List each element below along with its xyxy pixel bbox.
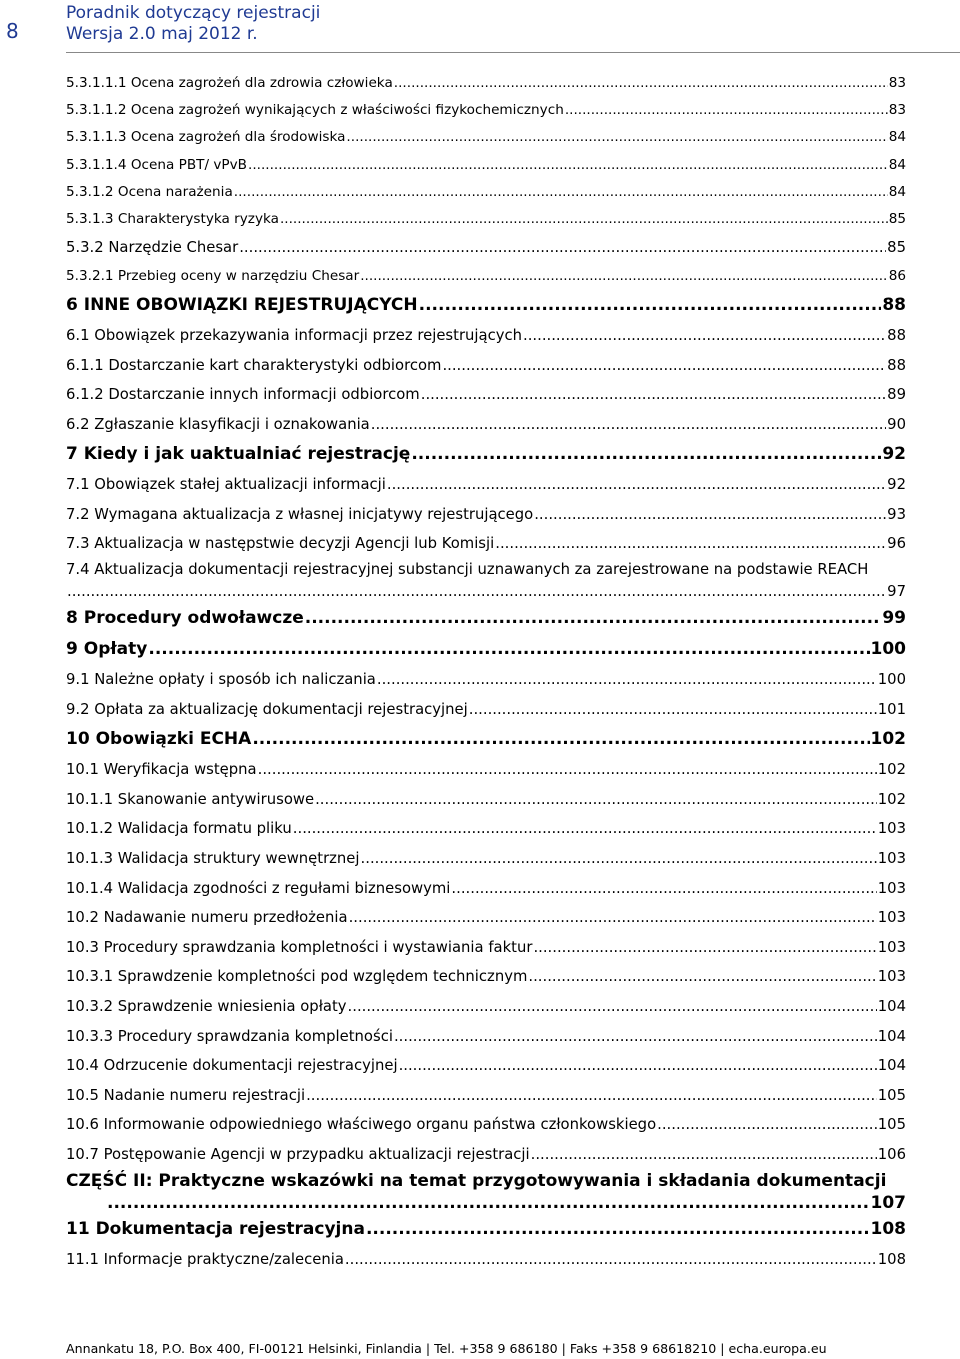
- toc-entry-page: 104: [877, 998, 906, 1015]
- toc-entry[interactable]: [66, 1214, 906, 1245]
- toc-leader: [523, 321, 886, 351]
- toc-entry-title: 6.1 Obowiązek przekazywania informacji przez rejestrujących: [66, 326, 522, 344]
- toc-entry-title: 10 Obowiązki ECHA: [66, 729, 252, 750]
- toc-entry[interactable]: [66, 439, 906, 470]
- toc-leader: [306, 1081, 877, 1111]
- toc-entry-page: 84: [888, 183, 906, 200]
- toc-entry-page: 100: [877, 671, 906, 689]
- toc-entry-title: 10.3.1 Sprawdzenie kompletności pod względem technicznym: [66, 968, 528, 986]
- toc-entry-page: 104: [877, 1057, 906, 1075]
- toc-entry-title: 5.3.1.1.1 Ocena zagrożeń dla zdrowia człowieka: [66, 75, 393, 91]
- toc-entry-page: 93: [887, 505, 906, 523]
- toc-entry-page: 103: [877, 938, 906, 956]
- toc-entry-page: 108: [870, 1218, 906, 1239]
- toc-entry-page: 83: [888, 75, 906, 91]
- toc-leader: [345, 1245, 877, 1275]
- toc-entry-title: 7.4 Aktualizacja dokumentacji rejestracyjnej substancji uznawanych za zarejestrowane na podstawie REACH: [66, 561, 869, 579]
- toc-entry[interactable]: [66, 179, 906, 206]
- toc-entry[interactable]: [66, 933, 906, 963]
- toc-leader: [377, 665, 877, 695]
- toc-leader: [371, 410, 886, 440]
- toc-entry-title: 5.3.1.2 Ocena narażenia: [66, 183, 233, 200]
- toc-entry-page: 86: [888, 267, 906, 284]
- toc-entry[interactable]: [66, 1022, 906, 1052]
- toc-entry[interactable]: [66, 233, 906, 263]
- footer-contact: Annankatu 18, P.O. Box 400, FI-00121 Helsinki, Finlandia | Tel. +358 9 686180 | Faks +358 9 68618210 | echa.europa.eu: [66, 1341, 827, 1356]
- toc-leader: [258, 755, 877, 785]
- toc-entry-title: CZĘŚĆ II: Praktyczne wskazówki na temat przygotowywania i składania dokumentacji: [66, 1170, 887, 1191]
- toc-leader: [107, 1192, 870, 1214]
- toc-leader: [239, 233, 886, 263]
- toc-entry-title: 10.1.1 Skanowanie antywirusowe: [66, 790, 315, 808]
- toc-entry-page: 103: [877, 820, 906, 838]
- toc-entry-page: 104: [877, 1027, 906, 1045]
- toc-leader: [305, 603, 882, 634]
- toc-entry[interactable]: [66, 124, 906, 151]
- toc-entry-page: 84: [888, 156, 906, 173]
- toc-entry-page: 85: [887, 239, 906, 257]
- toc-leader: [565, 97, 888, 124]
- toc-leader: [248, 152, 888, 179]
- toc-entry-page: 84: [888, 129, 906, 146]
- header-divider: [66, 52, 960, 53]
- toc-leader: [469, 695, 877, 725]
- toc-entry-title: 9.2 Opłata za aktualizację dokumentacji rejestracyjnej: [66, 700, 468, 718]
- toc-entry[interactable]: [66, 665, 906, 695]
- page-footer: [0, 1336, 960, 1359]
- toc-entry[interactable]: [66, 500, 906, 530]
- toc-entry[interactable]: [66, 470, 906, 500]
- toc-leader: [349, 903, 877, 933]
- toc-entry[interactable]: [66, 785, 906, 815]
- toc-entry-title: 5.3.1.1.3 Ocena zagrożeń dla środowiska: [66, 129, 346, 146]
- toc-entry-page: 108: [877, 1250, 906, 1268]
- toc-leader: [348, 992, 877, 1022]
- toc-entry-title: 11 Dokumentacja rejestracyjna: [66, 1218, 365, 1239]
- toc-entry[interactable]: [66, 1051, 906, 1081]
- toc-entry-page: 96: [887, 535, 906, 553]
- toc-leader: [451, 874, 876, 904]
- toc-entry-page: 97: [887, 583, 906, 601]
- toc-entry[interactable]: [66, 962, 906, 992]
- toc-entry-title: 10.1.4 Walidacja zgodności z regułami biznesowymi: [66, 879, 451, 897]
- toc-leader: [531, 1140, 877, 1170]
- toc-entry-wrapped[interactable]: [66, 559, 906, 603]
- toc-entry-title: 5.3.1.1.4 Ocena PBT/ vPvB: [66, 156, 247, 173]
- toc-entry-title: 5.3.2.1 Przebieg oceny w narzędziu Chesar: [66, 267, 360, 284]
- toc-entry[interactable]: [66, 724, 906, 755]
- toc-entry-page: 88: [887, 326, 906, 344]
- toc-entry-page: 100: [870, 639, 906, 660]
- toc-entry-title: 9 Opłaty: [66, 639, 148, 660]
- toc-entry[interactable]: [66, 206, 906, 233]
- toc-entry[interactable]: [66, 814, 906, 844]
- toc-entry-page: 101: [877, 700, 906, 718]
- toc-entry-title: 10.7 Postępowanie Agencji w przypadku aktualizacji rejestracji: [66, 1145, 530, 1163]
- toc-entry-page: 103: [877, 879, 906, 897]
- toc-leader: [411, 439, 881, 470]
- page-header: [0, 0, 960, 56]
- toc-entry-page: 89: [887, 386, 906, 404]
- toc-entry-page: 103: [877, 850, 906, 868]
- toc-entry-title: 8 Procedury odwoławcze: [66, 608, 304, 629]
- toc-entry[interactable]: [66, 1140, 906, 1170]
- toc-entry[interactable]: [66, 263, 906, 290]
- toc-entry-title: 6.1.2 Dostarczanie innych informacji odbiorcom: [66, 386, 420, 404]
- toc-entry[interactable]: [66, 603, 906, 634]
- toc-entry-title: 10.4 Odrzucenie dokumentacji rejestracyjnej: [66, 1057, 398, 1075]
- toc-entry[interactable]: [66, 755, 906, 785]
- toc-entry-page: 106: [877, 1145, 906, 1163]
- toc-entry-title: 5.3.2 Narzędzie Chesar: [66, 239, 239, 257]
- toc-entry-title: 10.1.3 Walidacja struktury wewnętrznej: [66, 850, 360, 868]
- toc-entry-page: 102: [870, 729, 906, 750]
- toc-entry-title: 10.3 Procedury sprawdzania kompletności i wystawiania faktur: [66, 938, 533, 956]
- toc-entry-page: 107: [870, 1192, 906, 1213]
- toc-entry-title: 9.1 Należne opłaty i sposób ich naliczania: [66, 671, 376, 689]
- toc-leader: [533, 933, 876, 963]
- toc-entry[interactable]: [66, 695, 906, 725]
- toc-entry-title: 7 Kiedy i jak uaktualniać rejestrację: [66, 444, 411, 465]
- toc-entry-page: 90: [887, 415, 906, 433]
- toc-leader: [148, 634, 869, 665]
- table-of-contents: [66, 70, 906, 1274]
- toc-entry[interactable]: [66, 152, 906, 179]
- toc-entry-title: 10.6 Informowanie odpowiedniego właściwego organu państwa członkowskiego: [66, 1116, 657, 1134]
- toc-leader: [394, 70, 888, 97]
- toc-leader: [528, 962, 876, 992]
- toc-entry-page: 85: [888, 210, 906, 227]
- toc-leader: [361, 844, 877, 874]
- toc-entry-page: 102: [877, 790, 906, 808]
- toc-entry-title: 6 INNE OBOWIĄZKI REJESTRUJĄCYCH: [66, 294, 418, 315]
- toc-entry-page: 103: [877, 968, 906, 986]
- toc-entry-title: 10.2 Nadawanie numeru przedłożenia: [66, 909, 348, 927]
- toc-entry[interactable]: [66, 70, 906, 97]
- toc-entry-page: 88: [887, 356, 906, 374]
- toc-entry[interactable]: [66, 874, 906, 904]
- toc-leader: [360, 263, 887, 290]
- toc-leader: [315, 785, 877, 815]
- toc-entry-title: 10.5 Nadanie numeru rejestracji: [66, 1086, 306, 1104]
- toc-entry-title: 6.1.1 Dostarczanie kart charakterystyki odbiorcom: [66, 356, 442, 374]
- toc-entry-page: 103: [877, 909, 906, 927]
- toc-leader: [657, 1110, 877, 1140]
- toc-entry-title: 6.2 Zgłaszanie klasyfikacji i oznakowania: [66, 415, 370, 433]
- toc-entry[interactable]: [66, 903, 906, 933]
- toc-entry[interactable]: [66, 380, 906, 410]
- document-title: Poradnik dotyczący rejestracji: [66, 3, 321, 23]
- document-version: Wersja 2.0 maj 2012 r.: [66, 24, 258, 44]
- toc-entry[interactable]: [66, 844, 906, 874]
- toc-leader: [67, 581, 886, 603]
- toc-entry[interactable]: [66, 1110, 906, 1140]
- toc-entry-title: 10.3.3 Procedury sprawdzania kompletności: [66, 1027, 393, 1045]
- toc-entry-title: 7.1 Obowiązek stałej aktualizacji informacji: [66, 476, 386, 494]
- toc-entry-page: 105: [877, 1116, 906, 1134]
- toc-entry-page: 105: [877, 1086, 906, 1104]
- toc-entry-title: 10.1 Weryfikacja wstępna: [66, 761, 257, 779]
- page-number: 8: [6, 19, 19, 43]
- toc-entry-title: 5.3.1.3 Charakterystyka ryzyka: [66, 210, 279, 227]
- toc-entry[interactable]: [66, 634, 906, 665]
- toc-entry[interactable]: [66, 97, 906, 124]
- toc-leader: [293, 814, 877, 844]
- toc-leader: [399, 1051, 877, 1081]
- toc-entry-title: 10.1.2 Walidacja formatu pliku: [66, 820, 292, 838]
- toc-entry[interactable]: [66, 1245, 906, 1275]
- toc-leader: [234, 179, 888, 206]
- toc-entry[interactable]: [66, 321, 906, 351]
- toc-leader: [280, 206, 888, 233]
- toc-leader: [394, 1022, 877, 1052]
- toc-entry-page: 92: [887, 476, 906, 494]
- toc-leader: [419, 290, 882, 321]
- toc-entry-title: 5.3.1.1.2 Ocena zagrożeń wynikających z właściwości fizykochemicznych: [66, 102, 564, 119]
- toc-leader: [421, 380, 886, 410]
- toc-entry-title: 7.2 Wymagana aktualizacja z własnej inicjatywy rejestrującego: [66, 505, 534, 523]
- toc-entry-page: 83: [888, 102, 906, 119]
- toc-entry-title: 10.3.2 Sprawdzenie wniesienia opłaty: [66, 998, 347, 1015]
- toc-entry-page: 99: [882, 608, 906, 629]
- toc-entry-page: 102: [877, 761, 906, 779]
- toc-leader: [442, 351, 886, 381]
- toc-entry-title: 7.3 Aktualizacja w następstwie decyzji Agencji lub Komisji: [66, 535, 495, 553]
- toc-entry-page: 92: [882, 444, 906, 465]
- toc-entry[interactable]: [66, 992, 906, 1022]
- toc-entry-title: 11.1 Informacje praktyczne/zalecenia: [66, 1250, 344, 1268]
- toc-leader: [387, 470, 886, 500]
- toc-leader: [534, 500, 886, 530]
- toc-leader: [346, 124, 887, 151]
- toc-entry[interactable]: [66, 410, 906, 440]
- toc-entry-wrapped-part[interactable]: [66, 1170, 906, 1214]
- toc-entry[interactable]: [66, 290, 906, 321]
- toc-leader: [495, 529, 886, 559]
- toc-leader: [366, 1214, 870, 1245]
- toc-entry-page: 88: [882, 294, 906, 315]
- toc-entry[interactable]: [66, 351, 906, 381]
- toc-leader: [252, 724, 869, 755]
- toc-entry[interactable]: [66, 529, 906, 559]
- toc-entry[interactable]: [66, 1081, 906, 1111]
